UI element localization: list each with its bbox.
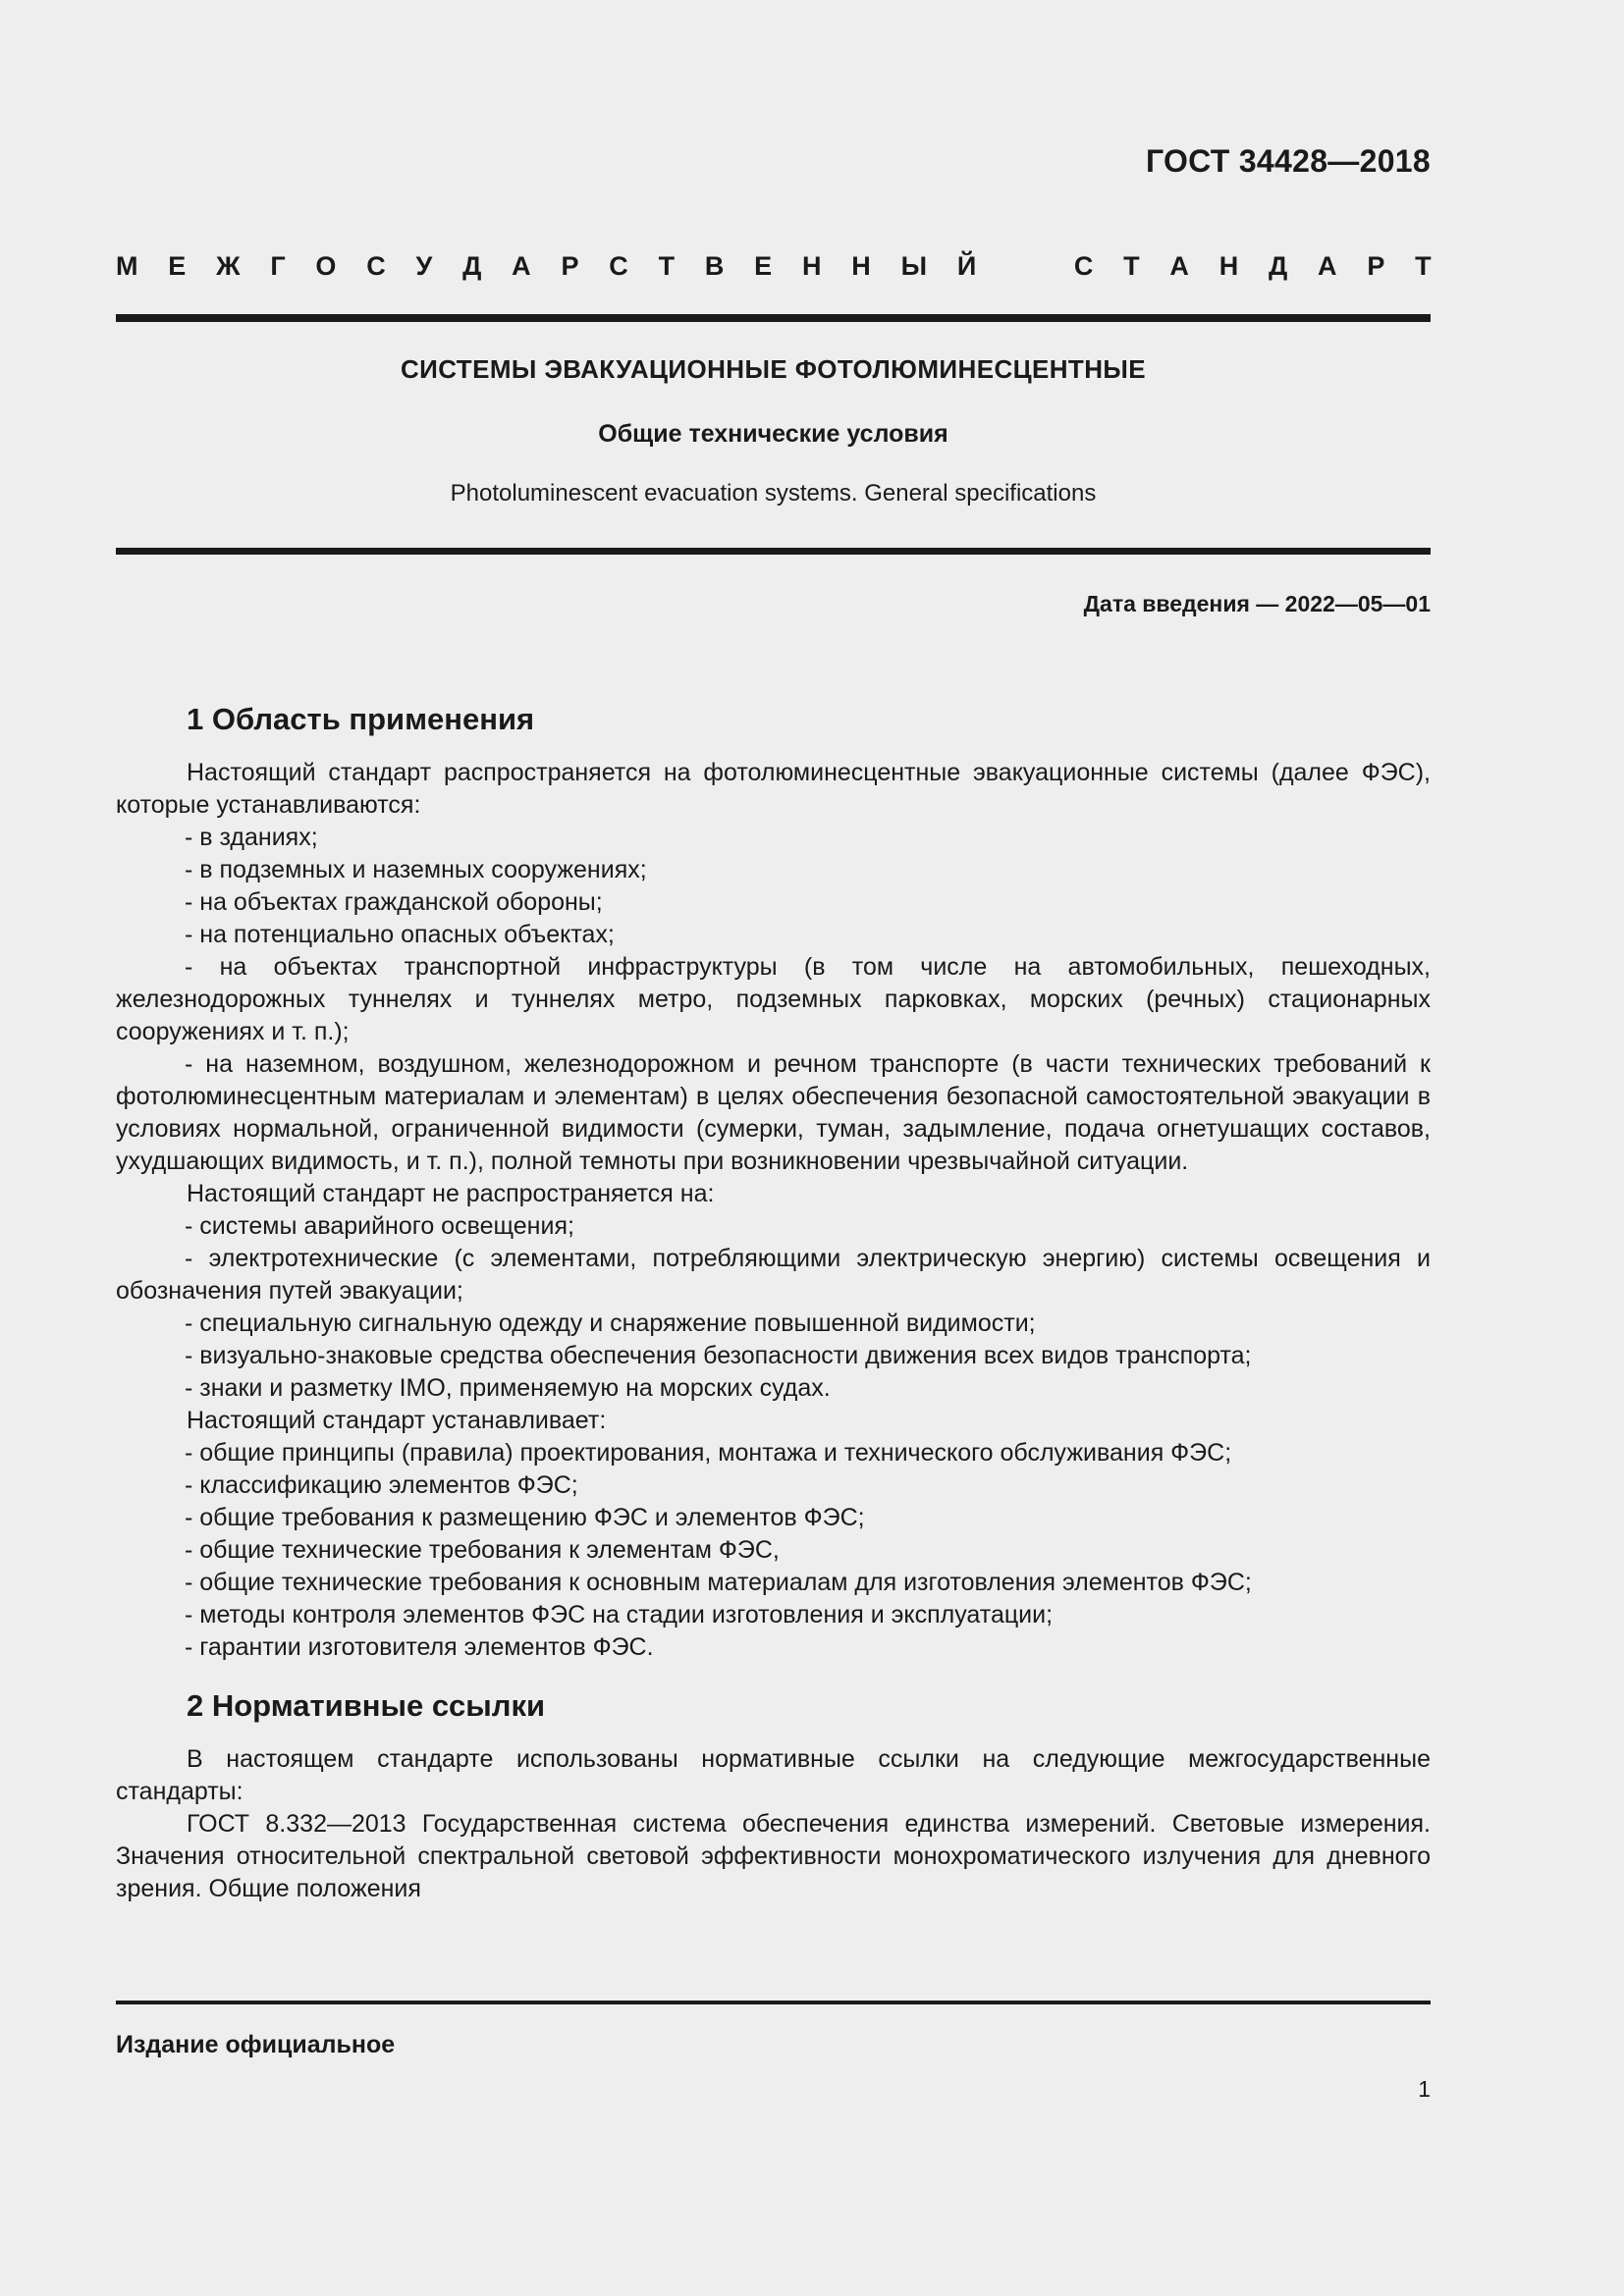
letter: Н (1218, 251, 1239, 281)
letter: Т (658, 251, 676, 281)
letter: Г (270, 251, 286, 281)
list-item: - в зданиях; (185, 824, 318, 851)
paragraph: ГОСТ 8.332—2013 Государственная система обеспечения единства измерений. Световые измерения. Значения относительной спектральной световой эффективности монохроматического излучения для дневного зрения. Общие положения (116, 1810, 1431, 1902)
letter: О (315, 251, 337, 281)
list-item: - электротехнические (с элементами, потребляющими электрическую энергию) системы освещения и обозначения путей эвакуации; (116, 1245, 1431, 1305)
list-item: - общие требования к размещению ФЭС и элементов ФЭС; (185, 1504, 865, 1531)
document-subtitle: Общие технические условия (598, 420, 948, 448)
letter: Т (1415, 251, 1432, 281)
english-title: Photoluminescent evacuation systems. General specifications (450, 480, 1097, 507)
list-item: - визуально-знаковые средства обеспечения безопасности движения всех видов транспорта; (185, 1342, 1252, 1369)
official-edition-label: Издание официальное (116, 2031, 396, 2058)
letter: Д (462, 251, 482, 281)
list-item: - классификацию элементов ФЭС; (185, 1471, 578, 1499)
paragraph: Настоящий стандарт не распространяется на: (187, 1180, 715, 1207)
letter: Е (754, 251, 773, 281)
letter: Н (851, 251, 871, 281)
list-item: - специальную сигнальную одежду и снаряжение повышенной видимости; (185, 1309, 1036, 1337)
document-title: СИСТЕМЫ ЭВАКУАЦИОННЫЕ ФОТОЛЮМИНЕСЦЕНТНЫЕ (401, 354, 1146, 384)
title-bottom-rule (116, 548, 1431, 555)
list-item: - на наземном, воздушном, железнодорожном и речном транспорте (в части технических требований к фотолюминесцентным материалам и элементам) в целях обеспечения безопасной самостоятельной эвакуации в условиях нормальной, ограниченной видимости (сумерки, туман, задымление, подача огнетушащих составов, ухудшающих видимость, и т. п.), полной темноты при возникновении чрезвычайной ситуации. (116, 1050, 1431, 1175)
letter: С (366, 251, 386, 281)
paragraph: Настоящий стандарт устанавливает: (187, 1407, 607, 1434)
list-item: - общие технические требования к основным материалам для изготовления элементов ФЭС; (185, 1569, 1252, 1596)
letter: Р (561, 251, 579, 281)
letter: Й (956, 251, 977, 281)
section-heading: 2 Нормативные ссылки (187, 1688, 546, 1723)
list-item: - на потенциально опасных объектах; (185, 921, 615, 948)
list-item: - методы контроля элементов ФЭС на стадии изготовления и эксплуатации; (185, 1601, 1054, 1629)
list-item: - общие принципы (правила) проектирования, монтажа и технического обслуживания ФЭС; (185, 1439, 1232, 1467)
letter: Н (801, 251, 822, 281)
list-item: - на объектах транспортной инфраструктуры (в том числе на автомобильных, пешеходных, железнодорожных туннелях и туннелях метро, подземных парковках, морских (речных) стационарных сооружениях и т. п.); (116, 953, 1431, 1045)
list-item: - в подземных и наземных сооружениях; (185, 856, 647, 883)
letter: С (1073, 251, 1094, 281)
list-item: - на объектах гражданской обороны; (185, 888, 603, 916)
word-gap (1006, 251, 1044, 282)
letter: А (512, 251, 531, 281)
top-rule (116, 314, 1431, 322)
letter: Ж (216, 251, 241, 281)
letter: Т (1123, 251, 1140, 281)
page-number: 1 (1418, 2076, 1431, 2102)
letter: Р (1367, 251, 1385, 281)
letter: У (415, 251, 433, 281)
letter: М (116, 251, 138, 281)
list-item: - общие технические требования к элементам ФЭС, (185, 1536, 780, 1564)
letter: Д (1269, 251, 1288, 281)
paragraph: Настоящий стандарт распространяется на фотолюминесцентные эвакуационные системы (далее ФЭС), которые устанавливаются: (116, 759, 1431, 819)
letter: А (1318, 251, 1337, 281)
list-item: - системы аварийного освещения; (185, 1212, 574, 1240)
gost-number: ГОСТ 34428—2018 (1145, 143, 1431, 179)
document-body (116, 699, 1431, 1905)
letter: Ы (900, 251, 928, 281)
letter: А (1169, 251, 1189, 281)
interstate-standard-heading (116, 251, 1432, 282)
footer-rule (116, 2001, 1431, 2004)
introduction-date: Дата введения — 2022—05—01 (1083, 591, 1431, 616)
list-item: - знаки и разметку IMO, применяемую на морских судах. (185, 1374, 831, 1402)
section-heading: 1 Область применения (187, 702, 535, 736)
list-item: - гарантии изготовителя элементов ФЭС. (185, 1633, 654, 1661)
paragraph: В настоящем стандарте использованы нормативные ссылки на следующие межгосударственные стандарты: (116, 1745, 1431, 1805)
letter: В (704, 251, 725, 281)
letter: С (609, 251, 628, 281)
letter: Е (168, 251, 187, 281)
